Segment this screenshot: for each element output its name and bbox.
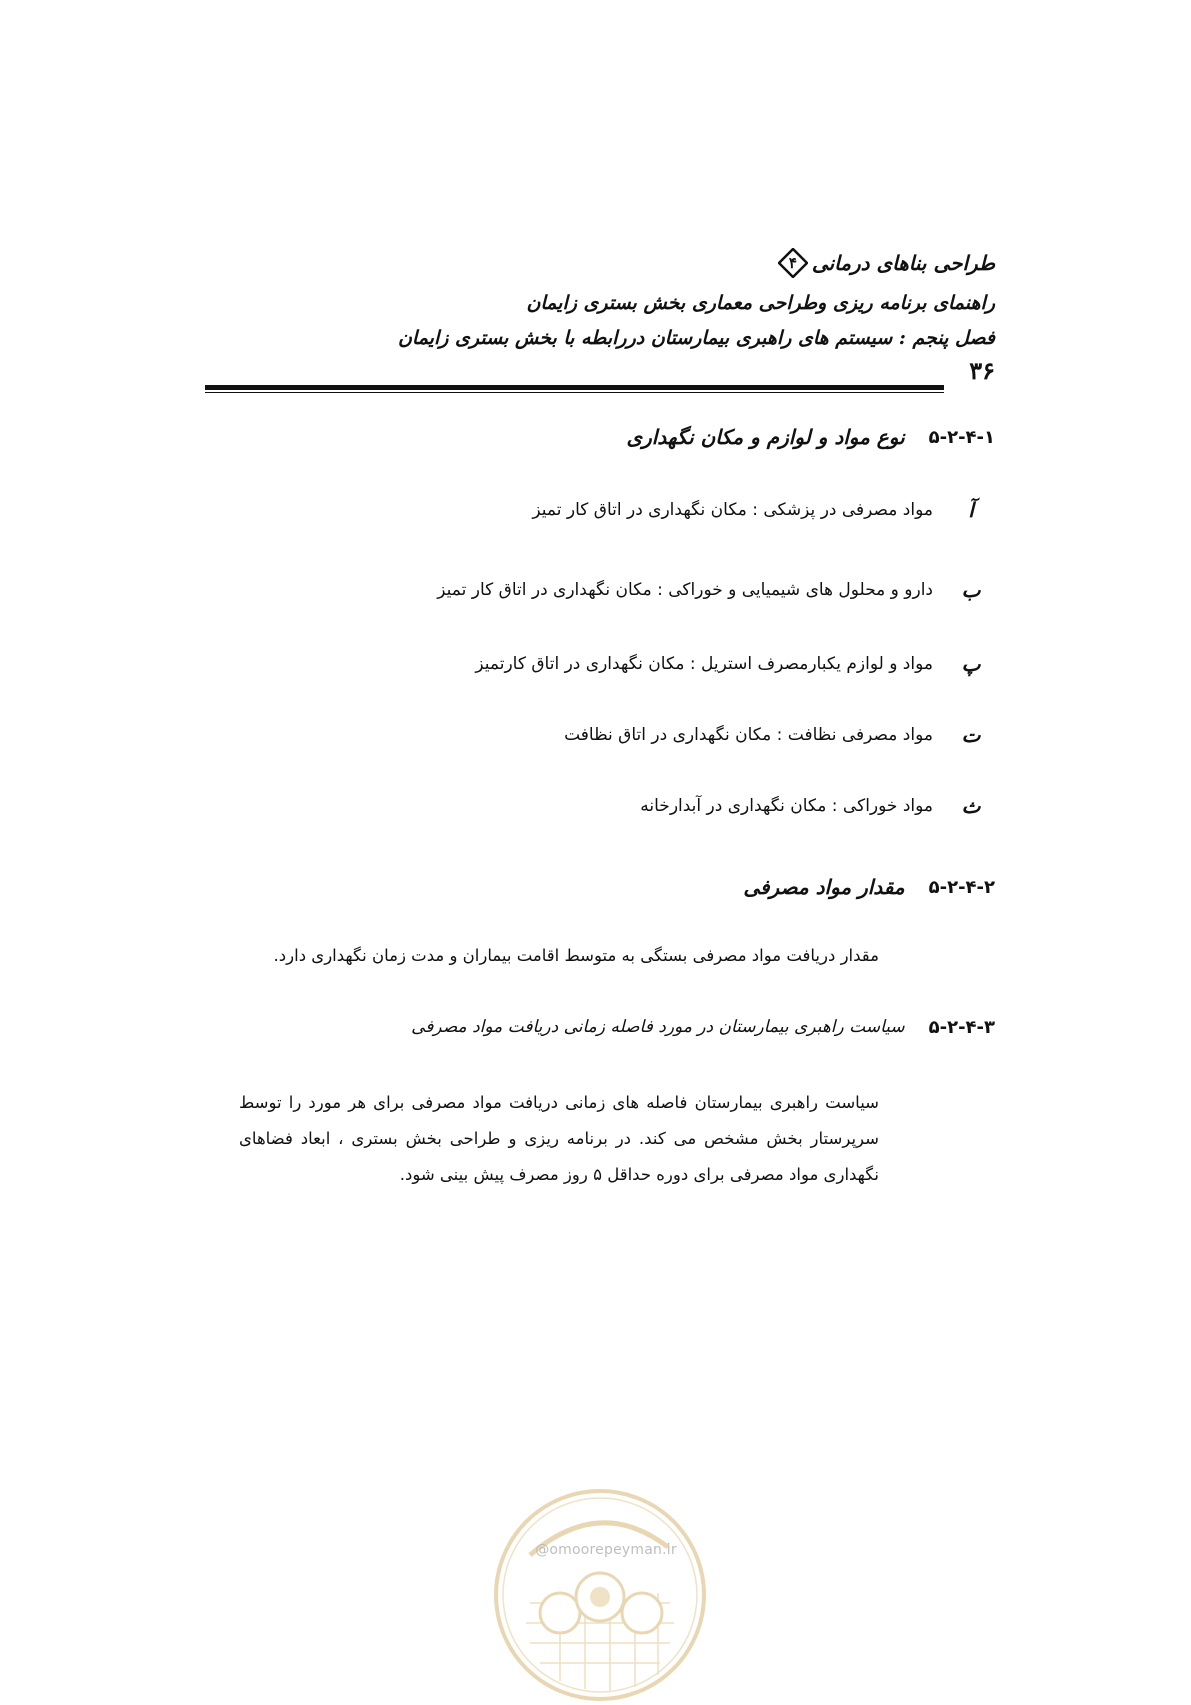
list-item	[437, 574, 995, 606]
chapter-title: فصل پنجم : سیستم های راهبری بیمارستان دررابطه با بخش بستری زایمان	[397, 327, 995, 349]
section-number: ۵-۲-۴-۱	[928, 426, 995, 448]
list-item	[532, 494, 995, 526]
list-item	[564, 719, 995, 751]
section-paragraph: مقدار دریافت مواد مصرفی بستگی به متوسط اقامت بیماران و مدت زمان نگهداری دارد.	[273, 946, 879, 965]
list-item	[640, 790, 995, 822]
section-number: ۵-۲-۴-۲	[928, 876, 995, 898]
watermark-logo	[490, 1485, 710, 1705]
list-item-text: مواد خوراکی : مکان نگهداری در آبدارخانه	[640, 796, 933, 816]
document-subtitle: راهنمای برنامه ریزی وطراحی معماری بخش بستری زایمان	[526, 292, 995, 314]
volume-badge	[778, 248, 808, 278]
section-title: مقدار مواد مصرفی	[743, 875, 905, 899]
watermark-url: @omoorepeyman.ir	[535, 1542, 677, 1558]
list-item-text: دارو و محلول های شیمیایی و خوراکی : مکان نگهداری در اتاق کار تمیز	[437, 580, 933, 600]
section-number: ۵-۲-۴-۳	[928, 1016, 995, 1038]
section-heading	[626, 420, 995, 454]
list-item-text: مواد و لوازم یکبارمصرف استریل : مکان نگهداری در اتاق کارتمیز	[475, 654, 933, 674]
list-item-text: مواد مصرفی در پزشکی : مکان نگهداری در اتاق کار تمیز	[532, 500, 933, 520]
section-title: نوع مواد و لوازم و مکان نگهداری	[626, 425, 905, 449]
section-heading	[743, 870, 995, 904]
section-heading	[411, 1010, 995, 1044]
list-item	[475, 648, 995, 680]
list-item-letter: ب	[961, 578, 981, 602]
list-item-letter: پ	[961, 652, 981, 676]
page-number: ۳۶	[969, 356, 995, 385]
list-item-text: مواد مصرفی نظافت : مکان نگهداری در اتاق نظافت	[564, 725, 933, 745]
list-item-letter: ث	[961, 794, 981, 818]
list-item-letter: آ	[968, 498, 974, 522]
book-title: طراحی بناهای درمانی	[811, 251, 995, 275]
volume-number: ۴	[788, 254, 797, 272]
header-rule-thin	[205, 392, 944, 393]
header-rule-thick	[205, 385, 944, 390]
section-title: سیاست راهبری بیمارستان در مورد فاصله زمانی دریافت مواد مصرفی	[411, 1017, 905, 1037]
list-item-letter: ت	[961, 723, 981, 747]
book-title-line	[778, 248, 995, 278]
section-paragraph: سیاست راهبری بیمارستان فاصله های زمانی دریافت مواد مصرفی برای هر مورد را توسط سرپرستار بخش مشخص می کند. در برنامه ریزی و طراحی بخش بستری ، ابعاد فضاهای نگهداری مواد مصرفی برای دوره حداقل ۵ روز مصرف پیش بینی شود.	[239, 1093, 879, 1184]
